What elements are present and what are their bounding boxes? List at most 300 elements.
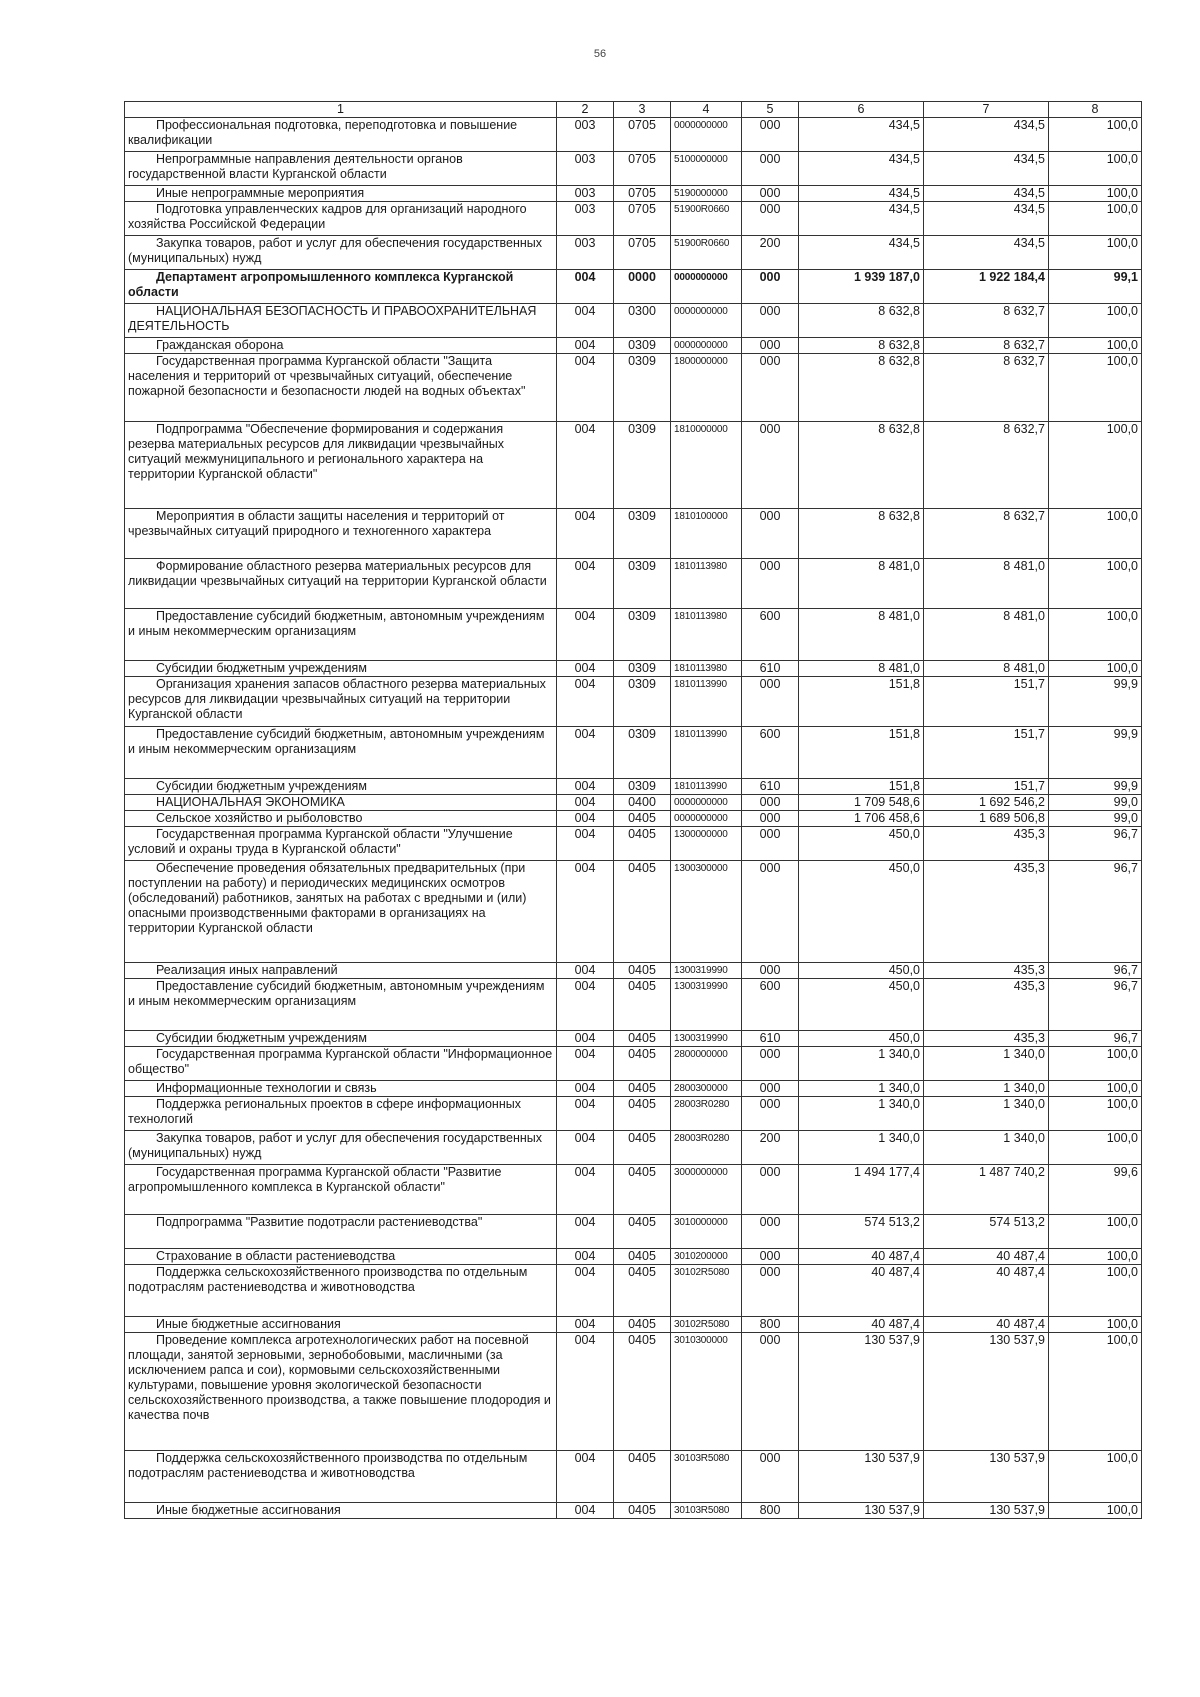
expense-type-cell: 000 (742, 152, 799, 186)
execution-percent-cell: 100,0 (1049, 1333, 1142, 1451)
table-row (125, 811, 1142, 827)
section-code-cell: 0309 (614, 677, 671, 727)
execution-percent-cell: 100,0 (1049, 354, 1142, 422)
section-code-cell: 0309 (614, 661, 671, 677)
planned-amount-cell: 40 487,4 (799, 1249, 924, 1265)
executed-amount-cell: 8 481,0 (924, 609, 1049, 661)
planned-amount-cell: 151,8 (799, 727, 924, 779)
table-row (125, 118, 1142, 152)
target-code-cell: 1300319990 (671, 963, 742, 979)
planned-amount-cell: 450,0 (799, 827, 924, 861)
admin-code-cell: 003 (557, 118, 614, 152)
table-row (125, 661, 1142, 677)
planned-amount-cell: 40 487,4 (799, 1317, 924, 1333)
admin-code-cell: 003 (557, 236, 614, 270)
admin-code-cell: 004 (557, 861, 614, 963)
expense-type-cell: 000 (742, 186, 799, 202)
executed-amount-cell: 8 481,0 (924, 661, 1049, 677)
target-code-cell: 1810113990 (671, 677, 742, 727)
expense-type-cell: 000 (742, 354, 799, 422)
admin-code-cell: 004 (557, 979, 614, 1031)
table-row (125, 1215, 1142, 1249)
execution-percent-cell: 100,0 (1049, 1503, 1142, 1519)
section-code-cell: 0705 (614, 186, 671, 202)
admin-code-cell: 004 (557, 1131, 614, 1165)
table-row (125, 270, 1142, 304)
column-number: 4 (671, 102, 742, 118)
planned-amount-cell: 40 487,4 (799, 1265, 924, 1317)
execution-percent-cell: 100,0 (1049, 236, 1142, 270)
column-number: 3 (614, 102, 671, 118)
expense-type-cell: 000 (742, 270, 799, 304)
table-row (125, 1503, 1142, 1519)
planned-amount-cell: 8 632,8 (799, 509, 924, 559)
admin-code-cell: 004 (557, 1333, 614, 1451)
admin-code-cell: 004 (557, 1249, 614, 1265)
executed-amount-cell: 40 487,4 (924, 1317, 1049, 1333)
table-row (125, 677, 1142, 727)
target-code-cell: 30102R5080 (671, 1265, 742, 1317)
target-code-cell: 3000000000 (671, 1165, 742, 1215)
row-name-cell: Поддержка региональных проектов в сфере информационных технологий (125, 1097, 557, 1131)
planned-amount-cell: 1 494 177,4 (799, 1165, 924, 1215)
executed-amount-cell: 435,3 (924, 963, 1049, 979)
row-name-cell: Государственная программа Курганской области "Улучшение условий и охраны труда в Курганской области" (125, 827, 557, 861)
target-code-cell: 30103R5080 (671, 1451, 742, 1503)
admin-code-cell: 004 (557, 509, 614, 559)
section-code-cell: 0705 (614, 236, 671, 270)
execution-percent-cell: 99,9 (1049, 677, 1142, 727)
admin-code-cell: 004 (557, 1451, 614, 1503)
expense-type-cell: 000 (742, 963, 799, 979)
row-name-cell: Обеспечение проведения обязательных предварительных (при поступлении на работу) и периодических медицинских осмотров (обследований) работников, занятых на работах с вредными и (или) опасными производственными факторами в организациях на территории Курганской области (125, 861, 557, 963)
planned-amount-cell: 8 481,0 (799, 559, 924, 609)
admin-code-cell: 004 (557, 811, 614, 827)
expense-type-cell: 000 (742, 338, 799, 354)
row-name-cell: НАЦИОНАЛЬНАЯ БЕЗОПАСНОСТЬ И ПРАВООХРАНИТЕЛЬНАЯ ДЕЯТЕЛЬНОСТЬ (125, 304, 557, 338)
section-code-cell: 0405 (614, 1451, 671, 1503)
planned-amount-cell: 1 939 187,0 (799, 270, 924, 304)
table-row (125, 422, 1142, 509)
section-code-cell: 0400 (614, 795, 671, 811)
planned-amount-cell: 130 537,9 (799, 1451, 924, 1503)
executed-amount-cell: 8 481,0 (924, 559, 1049, 609)
target-code-cell: 30102R5080 (671, 1317, 742, 1333)
section-code-cell: 0309 (614, 609, 671, 661)
executed-amount-cell: 1 689 506,8 (924, 811, 1049, 827)
table-row (125, 1451, 1142, 1503)
table-row (125, 1081, 1142, 1097)
admin-code-cell: 003 (557, 202, 614, 236)
execution-percent-cell: 100,0 (1049, 1081, 1142, 1097)
planned-amount-cell: 450,0 (799, 963, 924, 979)
execution-percent-cell: 99,9 (1049, 727, 1142, 779)
executed-amount-cell: 40 487,4 (924, 1249, 1049, 1265)
executed-amount-cell: 434,5 (924, 186, 1049, 202)
section-code-cell: 0405 (614, 827, 671, 861)
planned-amount-cell: 1 340,0 (799, 1097, 924, 1131)
target-code-cell: 0000000000 (671, 795, 742, 811)
execution-percent-cell: 96,7 (1049, 827, 1142, 861)
target-code-cell: 1810113990 (671, 727, 742, 779)
executed-amount-cell: 151,7 (924, 779, 1049, 795)
section-code-cell: 0000 (614, 270, 671, 304)
table-row (125, 1031, 1142, 1047)
section-code-cell: 0300 (614, 304, 671, 338)
target-code-cell: 1810113980 (671, 559, 742, 609)
target-code-cell: 51900R0660 (671, 202, 742, 236)
section-code-cell: 0309 (614, 422, 671, 509)
admin-code-cell: 004 (557, 1081, 614, 1097)
section-code-cell: 0309 (614, 727, 671, 779)
executed-amount-cell: 1 922 184,4 (924, 270, 1049, 304)
column-number: 6 (799, 102, 924, 118)
target-code-cell: 1810100000 (671, 509, 742, 559)
executed-amount-cell: 8 632,7 (924, 338, 1049, 354)
execution-percent-cell: 99,1 (1049, 270, 1142, 304)
target-code-cell: 5190000000 (671, 186, 742, 202)
row-name-cell: Проведение комплекса агротехнологических работ на посевной площади, занятой зерновыми, зернобобовыми, масличными (за исключением рапса и сои), кормовыми сельскохозяйственными культурами, повышение уровня экологической безопасности сельскохозяйственного производства, а также повышение плодородия и качества почв (125, 1333, 557, 1451)
table-row (125, 354, 1142, 422)
row-name-cell: Предоставление субсидий бюджетным, автономным учреждениям и иным некоммерческим организациям (125, 609, 557, 661)
row-name-cell: Закупка товаров, работ и услуг для обеспечения государственных (муниципальных) нужд (125, 1131, 557, 1165)
executed-amount-cell: 435,3 (924, 1031, 1049, 1047)
expense-type-cell: 600 (742, 979, 799, 1031)
expense-type-cell: 610 (742, 779, 799, 795)
planned-amount-cell: 8 481,0 (799, 609, 924, 661)
executed-amount-cell: 1 487 740,2 (924, 1165, 1049, 1215)
section-code-cell: 0405 (614, 1317, 671, 1333)
admin-code-cell: 004 (557, 609, 614, 661)
row-name-cell: Формирование областного резерва материальных ресурсов для ликвидации чрезвычайных ситуаций на территории Курганской области (125, 559, 557, 609)
section-code-cell: 0705 (614, 152, 671, 186)
admin-code-cell: 004 (557, 827, 614, 861)
row-name-cell: Непрограммные направления деятельности органов государственной власти Курганской области (125, 152, 557, 186)
expense-type-cell: 000 (742, 827, 799, 861)
executed-amount-cell: 574 513,2 (924, 1215, 1049, 1249)
table-row (125, 1333, 1142, 1451)
planned-amount-cell: 434,5 (799, 118, 924, 152)
table-row (125, 559, 1142, 609)
row-name-cell: Поддержка сельскохозяйственного производства по отдельным подотраслям растениеводства и животноводства (125, 1265, 557, 1317)
section-code-cell: 0309 (614, 509, 671, 559)
table-row (125, 1097, 1142, 1131)
admin-code-cell: 004 (557, 1097, 614, 1131)
admin-code-cell: 004 (557, 354, 614, 422)
table-row (125, 1265, 1142, 1317)
table-row (125, 861, 1142, 963)
expense-type-cell: 000 (742, 861, 799, 963)
execution-percent-cell: 99,9 (1049, 779, 1142, 795)
admin-code-cell: 004 (557, 1165, 614, 1215)
section-code-cell: 0405 (614, 1131, 671, 1165)
table-row (125, 1165, 1142, 1215)
row-name-cell: Предоставление субсидий бюджетным, автономным учреждениям и иным некоммерческим организациям (125, 979, 557, 1031)
planned-amount-cell: 130 537,9 (799, 1333, 924, 1451)
executed-amount-cell: 434,5 (924, 236, 1049, 270)
executed-amount-cell: 1 340,0 (924, 1047, 1049, 1081)
planned-amount-cell: 1 709 548,6 (799, 795, 924, 811)
admin-code-cell: 003 (557, 152, 614, 186)
planned-amount-cell: 8 632,8 (799, 422, 924, 509)
admin-code-cell: 004 (557, 1317, 614, 1333)
column-number: 2 (557, 102, 614, 118)
expense-type-cell: 200 (742, 236, 799, 270)
admin-code-cell: 004 (557, 779, 614, 795)
target-code-cell: 28003R0280 (671, 1097, 742, 1131)
executed-amount-cell: 151,7 (924, 677, 1049, 727)
execution-percent-cell: 100,0 (1049, 118, 1142, 152)
target-code-cell: 51900R0660 (671, 236, 742, 270)
section-code-cell: 0405 (614, 1215, 671, 1249)
target-code-cell: 1800000000 (671, 354, 742, 422)
expense-type-cell: 610 (742, 1031, 799, 1047)
section-code-cell: 0405 (614, 811, 671, 827)
admin-code-cell: 004 (557, 1215, 614, 1249)
expense-type-cell: 000 (742, 509, 799, 559)
admin-code-cell: 004 (557, 661, 614, 677)
section-code-cell: 0705 (614, 202, 671, 236)
execution-percent-cell: 99,0 (1049, 795, 1142, 811)
planned-amount-cell: 1 706 458,6 (799, 811, 924, 827)
execution-percent-cell: 100,0 (1049, 1215, 1142, 1249)
executed-amount-cell: 151,7 (924, 727, 1049, 779)
execution-percent-cell: 100,0 (1049, 661, 1142, 677)
execution-percent-cell: 100,0 (1049, 1451, 1142, 1503)
executed-amount-cell: 435,3 (924, 979, 1049, 1031)
expense-type-cell: 000 (742, 795, 799, 811)
expense-type-cell: 000 (742, 202, 799, 236)
execution-percent-cell: 100,0 (1049, 1265, 1142, 1317)
executed-amount-cell: 434,5 (924, 202, 1049, 236)
table-row (125, 779, 1142, 795)
section-code-cell: 0405 (614, 861, 671, 963)
row-name-cell: Субсидии бюджетным учреждениям (125, 661, 557, 677)
target-code-cell: 1810113990 (671, 779, 742, 795)
section-code-cell: 0309 (614, 559, 671, 609)
execution-percent-cell: 100,0 (1049, 422, 1142, 509)
executed-amount-cell: 8 632,7 (924, 509, 1049, 559)
target-code-cell: 0000000000 (671, 270, 742, 304)
expense-type-cell: 800 (742, 1317, 799, 1333)
planned-amount-cell: 8 632,8 (799, 338, 924, 354)
target-code-cell: 5100000000 (671, 152, 742, 186)
expense-type-cell: 000 (742, 1097, 799, 1131)
section-code-cell: 0405 (614, 1097, 671, 1131)
target-code-cell: 30103R5080 (671, 1503, 742, 1519)
expense-type-cell: 200 (742, 1131, 799, 1165)
target-code-cell: 1300319990 (671, 1031, 742, 1047)
table-row (125, 827, 1142, 861)
row-name-cell: Подпрограмма "Обеспечение формирования и содержания резерва материальных ресурсов для ликвидации чрезвычайных ситуаций межмуниципального и регионального характера на территории Курганской области" (125, 422, 557, 509)
admin-code-cell: 004 (557, 304, 614, 338)
target-code-cell: 1810113980 (671, 661, 742, 677)
admin-code-cell: 004 (557, 795, 614, 811)
execution-percent-cell: 100,0 (1049, 186, 1142, 202)
executed-amount-cell: 1 340,0 (924, 1081, 1049, 1097)
execution-percent-cell: 100,0 (1049, 1317, 1142, 1333)
planned-amount-cell: 450,0 (799, 979, 924, 1031)
row-name-cell: Реализация иных направлений (125, 963, 557, 979)
target-code-cell: 0000000000 (671, 811, 742, 827)
target-code-cell: 1810113980 (671, 609, 742, 661)
admin-code-cell: 004 (557, 1265, 614, 1317)
section-code-cell: 0309 (614, 338, 671, 354)
target-code-cell: 0000000000 (671, 338, 742, 354)
section-code-cell: 0405 (614, 1047, 671, 1081)
execution-percent-cell: 100,0 (1049, 1047, 1142, 1081)
row-name-cell: Сельское хозяйство и рыболовство (125, 811, 557, 827)
section-code-cell: 0405 (614, 979, 671, 1031)
row-name-cell: Профессиональная подготовка, переподготовка и повышение квалификации (125, 118, 557, 152)
table-row (125, 979, 1142, 1031)
expense-type-cell: 000 (742, 1081, 799, 1097)
expense-type-cell: 000 (742, 677, 799, 727)
admin-code-cell: 003 (557, 186, 614, 202)
row-name-cell: Иные бюджетные ассигнования (125, 1317, 557, 1333)
execution-percent-cell: 99,0 (1049, 811, 1142, 827)
row-name-cell: Страхование в области растениеводства (125, 1249, 557, 1265)
row-name-cell: Гражданская оборона (125, 338, 557, 354)
target-code-cell: 1810000000 (671, 422, 742, 509)
page-number: 56 (593, 48, 607, 60)
planned-amount-cell: 8 632,8 (799, 354, 924, 422)
expense-type-cell: 600 (742, 609, 799, 661)
execution-percent-cell: 96,7 (1049, 979, 1142, 1031)
planned-amount-cell: 151,8 (799, 779, 924, 795)
execution-percent-cell: 96,7 (1049, 1031, 1142, 1047)
target-code-cell: 0000000000 (671, 118, 742, 152)
admin-code-cell: 004 (557, 677, 614, 727)
planned-amount-cell: 450,0 (799, 861, 924, 963)
execution-percent-cell: 100,0 (1049, 304, 1142, 338)
target-code-cell: 3010200000 (671, 1249, 742, 1265)
admin-code-cell: 004 (557, 338, 614, 354)
expense-type-cell: 000 (742, 1333, 799, 1451)
target-code-cell: 1300000000 (671, 827, 742, 861)
table-row (125, 304, 1142, 338)
expense-type-cell: 000 (742, 422, 799, 509)
table-row (125, 1047, 1142, 1081)
row-name-cell: Субсидии бюджетным учреждениям (125, 1031, 557, 1047)
row-name-cell: Иные бюджетные ассигнования (125, 1503, 557, 1519)
planned-amount-cell: 434,5 (799, 236, 924, 270)
section-code-cell: 0309 (614, 354, 671, 422)
executed-amount-cell: 434,5 (924, 118, 1049, 152)
column-number: 7 (924, 102, 1049, 118)
admin-code-cell: 004 (557, 963, 614, 979)
planned-amount-cell: 1 340,0 (799, 1047, 924, 1081)
section-code-cell: 0705 (614, 118, 671, 152)
execution-percent-cell: 96,7 (1049, 861, 1142, 963)
expense-type-cell: 000 (742, 1165, 799, 1215)
execution-percent-cell: 100,0 (1049, 152, 1142, 186)
executed-amount-cell: 1 340,0 (924, 1131, 1049, 1165)
table-row (125, 963, 1142, 979)
planned-amount-cell: 574 513,2 (799, 1215, 924, 1249)
execution-percent-cell: 100,0 (1049, 1249, 1142, 1265)
admin-code-cell: 004 (557, 559, 614, 609)
execution-percent-cell: 100,0 (1049, 1097, 1142, 1131)
planned-amount-cell: 1 340,0 (799, 1081, 924, 1097)
section-code-cell: 0405 (614, 1031, 671, 1047)
row-name-cell: Предоставление субсидий бюджетным, автономным учреждениям и иным некоммерческим организациям (125, 727, 557, 779)
row-name-cell: Иные непрограммные мероприятия (125, 186, 557, 202)
row-name-cell: Подготовка управленческих кадров для организаций народного хозяйства Российской Федерации (125, 202, 557, 236)
row-name-cell: Департамент агропромышленного комплекса Курганской области (125, 270, 557, 304)
column-number: 5 (742, 102, 799, 118)
execution-percent-cell: 100,0 (1049, 509, 1142, 559)
executed-amount-cell: 8 632,7 (924, 304, 1049, 338)
executed-amount-cell: 434,5 (924, 152, 1049, 186)
expense-type-cell: 000 (742, 1215, 799, 1249)
planned-amount-cell: 1 340,0 (799, 1131, 924, 1165)
execution-percent-cell: 100,0 (1049, 338, 1142, 354)
table-row (125, 186, 1142, 202)
table-row (125, 236, 1142, 270)
execution-percent-cell: 100,0 (1049, 609, 1142, 661)
expense-type-cell: 000 (742, 559, 799, 609)
target-code-cell: 3010000000 (671, 1215, 742, 1249)
execution-percent-cell: 100,0 (1049, 202, 1142, 236)
table-row (125, 338, 1142, 354)
planned-amount-cell: 434,5 (799, 186, 924, 202)
expense-type-cell: 000 (742, 1451, 799, 1503)
target-code-cell: 1300319990 (671, 979, 742, 1031)
expense-type-cell: 000 (742, 811, 799, 827)
row-name-cell: Мероприятия в области защиты населения и территорий от чрезвычайных ситуаций природного и техногенного характера (125, 509, 557, 559)
admin-code-cell: 004 (557, 422, 614, 509)
row-name-cell: Закупка товаров, работ и услуг для обеспечения государственных (муниципальных) нужд (125, 236, 557, 270)
planned-amount-cell: 450,0 (799, 1031, 924, 1047)
planned-amount-cell: 130 537,9 (799, 1503, 924, 1519)
table-row (125, 152, 1142, 186)
target-code-cell: 28003R0280 (671, 1131, 742, 1165)
planned-amount-cell: 8 481,0 (799, 661, 924, 677)
expense-type-cell: 000 (742, 1047, 799, 1081)
expense-type-cell: 000 (742, 1265, 799, 1317)
table-body (125, 118, 1142, 1519)
executed-amount-cell: 130 537,9 (924, 1333, 1049, 1451)
target-code-cell: 3010300000 (671, 1333, 742, 1451)
planned-amount-cell: 151,8 (799, 677, 924, 727)
row-name-cell: Информационные технологии и связь (125, 1081, 557, 1097)
row-name-cell: НАЦИОНАЛЬНАЯ ЭКОНОМИКА (125, 795, 557, 811)
expense-type-cell: 000 (742, 118, 799, 152)
table-row (125, 202, 1142, 236)
expense-type-cell: 600 (742, 727, 799, 779)
execution-percent-cell: 100,0 (1049, 559, 1142, 609)
row-name-cell: Субсидии бюджетным учреждениям (125, 779, 557, 795)
row-name-cell: Организация хранения запасов областного резерва материальных ресурсов для ликвидации чрезвычайных ситуаций на территории Курганской области (125, 677, 557, 727)
section-code-cell: 0405 (614, 1265, 671, 1317)
row-name-cell: Подпрограмма "Развитие подотрасли растениеводства" (125, 1215, 557, 1249)
section-code-cell: 0405 (614, 963, 671, 979)
table-row (125, 1131, 1142, 1165)
execution-percent-cell: 99,6 (1049, 1165, 1142, 1215)
planned-amount-cell: 434,5 (799, 152, 924, 186)
executed-amount-cell: 130 537,9 (924, 1503, 1049, 1519)
target-code-cell: 1300300000 (671, 861, 742, 963)
executed-amount-cell: 130 537,9 (924, 1451, 1049, 1503)
planned-amount-cell: 434,5 (799, 202, 924, 236)
section-code-cell: 0309 (614, 779, 671, 795)
column-number: 1 (125, 102, 557, 118)
row-name-cell: Государственная программа Курганской области "Информационное общество" (125, 1047, 557, 1081)
planned-amount-cell: 8 632,8 (799, 304, 924, 338)
column-number-row (125, 102, 1142, 118)
executed-amount-cell: 8 632,7 (924, 422, 1049, 509)
